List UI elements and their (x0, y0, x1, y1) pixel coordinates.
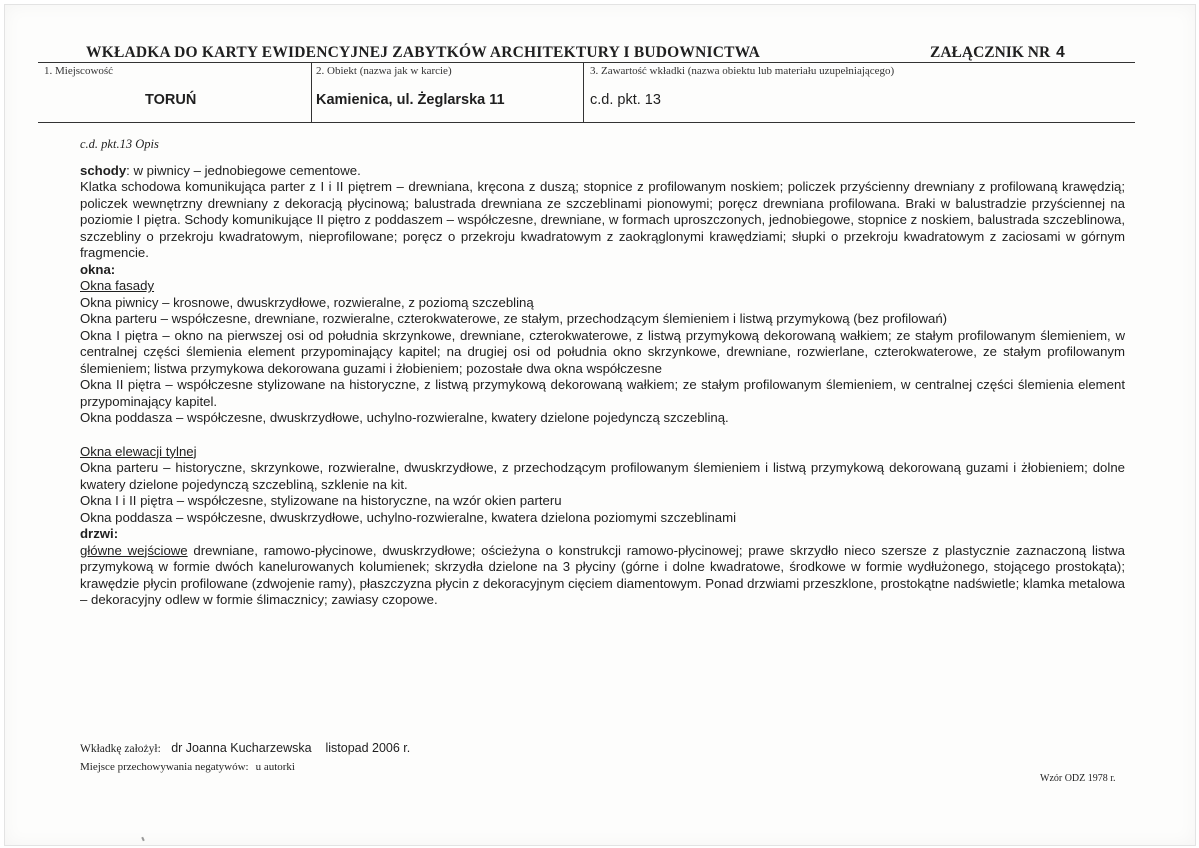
section-spacer (80, 427, 1125, 444)
attachment-label: ZAŁĄCZNIK NR (930, 44, 1051, 61)
field-object-value: Kamienica, ul. Żeglarska 11 (316, 92, 505, 108)
rear-window-line: Okna parteru – historyczne, skrzynkowe, rozwieralne, dwuskrzydłowe, z przechodzącym profilowanym ślemieniem i listwą przymykową dekorowaną guzami i żłobieniem; dolne kwatery dzielone pojedynczą szczebliną, szklenie na kit. (80, 460, 1125, 492)
attachment-number-value: 4 (1056, 44, 1065, 61)
prepared-date: listopad 2006 r. (325, 741, 411, 755)
facade-window-line: Okna piwnicy – krosnowe, dwuskrzydłowe, rozwieralne, z poziomą szczebliną (80, 294, 534, 310)
template-note: Wzór ODZ 1978 r. (1040, 773, 1116, 784)
stairs-first-line (80, 163, 1125, 180)
header-bottom-rule (38, 122, 1135, 123)
negatives-label: Miejsce przechowywania negatywów: (80, 761, 249, 773)
negatives-value: u autorki (255, 761, 295, 773)
header-divider-1 (311, 62, 312, 122)
field-content-label: 3. Zawartość wkładki (nazwa obiektu lub materiału uzupełniającego) (590, 65, 895, 77)
doors-paragraph (80, 543, 1125, 609)
stairs-first-text: : w piwnicy – jednobiegowe cementowe. (126, 162, 361, 178)
windows-heading: okna: (80, 261, 116, 277)
field-object-label: 2. Obiekt (nazwa jak w karcie) (316, 65, 452, 77)
prepared-by-row (80, 740, 410, 758)
attachment-number (930, 44, 1065, 62)
negatives-row (80, 758, 410, 776)
rear-windows-subheading: Okna elewacji tylnej (80, 443, 197, 459)
facade-window-line: Okna II piętra – współczesne stylizowane na historyczne, z listwą przymykową dekorowaną wałkiem; ze stałym profilowanym ślemieniem, w centralnej części ślemienia element przypominający kapitel. (80, 377, 1125, 409)
field-content-value: c.d. pkt. 13 (590, 92, 661, 108)
header-top-rule (38, 62, 1135, 63)
facade-window-line: Okna parteru – współczesne, drewniane, rozwieralne, czterokwaterowe, ze stałym, przechodzącym ślemieniem i listwą przymykową (bez profilowań) (80, 311, 948, 326)
main-door-text: drewniane, ramowo-płycinowe, dwuskrzydłowe; ościeżyna o konstrukcji ramowo-płycinowej; prawe skrzydło nieco szersze z plastycznie zaznaczoną listwa przymykową w formie dwóch kanelurowanych kolumienek; skrzydła dzielone na 3 płyciny (górne i dolne kwadratowe, środkowe w formie wydłużonego, stojącego prostokąta); krawędzie płycin profilowane (zdwojenie ramy), płaszczyzna płycin z dekoracyjnym cięciem diamentowym. Ponad drzwiami przeszklone, prostokątne nadświetle; klamka metalowa – dekoracyjny odlew w formie ślimacznicy; zawiasy czopowe. (80, 542, 1125, 607)
stairs-label: schody (80, 162, 127, 178)
main-door-label: główne wejściowe (80, 542, 188, 558)
rear-window-line: Okna I i II piętra – współczesne, stylizowane na historyczne, na wzór okien parteru (80, 493, 562, 508)
description-body (80, 136, 1125, 609)
field-place-label: 1. Miejscowość (44, 65, 114, 77)
facade-window-line: Okna poddasza – współczesne, dwuskrzydłowe, uchylno-rozwieralne, kwatery dzielone pojedynczą szczebliną. (80, 410, 729, 425)
prepared-by-name: dr Joanna Kucharzewska (171, 741, 312, 755)
facade-windows-subheading: Okna fasady (80, 278, 155, 293)
facade-window-line: Okna I piętra – okno na pierwszej osi od południa skrzynkowe, drewniane, czterokwaterowe, z listwą przymykową dekorowaną wałkiem; ze stałym profilowanym ślemieniem, w centralnej części ślemienia element przypominający kapitel; na drugiej osi od południa okno skrzynkowe, drewniane, rozwierlane, czterokwaterowe, ze stałym profilowanym ślemieniem; listwa przymykowa dekorowana guzami i żłobieniem; pozostałe dwa okna współczesne (80, 327, 1125, 376)
header-divider-2 (583, 62, 584, 122)
field-place-value: TORUŃ (145, 92, 197, 108)
prepared-by-label: Wkładkę założył: (80, 743, 161, 755)
rear-window-line: Okna poddasza – współczesne, dwuskrzydłowe, uchylno-rozwieralne, kwatera dzielona poziomymi szczeblinami (80, 509, 737, 525)
document-footer (80, 740, 410, 776)
form-title: WKŁADKA DO KARTY EWIDENCYJNEJ ZABYTKÓW ARCHITEKTURY I BUDOWNICTWA (86, 44, 761, 61)
description-intro: c.d. pkt.13 Opis (80, 137, 159, 151)
stairs-paragraph: Klatka schodowa komunikująca parter z I i II piętrem – drewniana, kręcona z duszą; stopnice z profilowanym noskiem; policzek przyścienny drewniany z profilowaną krawędzią; policzek wewnętrzny drewniany z dekoracją płycinową; balustrada drewniana ze szczeblinami pionowymi; poręcz drewniana profilowana. Braki w balustradzie przyściennej na poziomie I piętra. Schody komunikujące II piętro z poddaszem – współczesne, drewniane, w formach uproszczonych, jednobiegowe, stopnice z noskiem, balustrada szczeblinowa, szczebliny o przekroju kwadratowym, nieprofilowane; poręcz o przekroju kwadratowym z zaokrąglonymi krawędziami; słupki o przekroju kwadratowym z zaciosami w górnym fragmencie. (80, 179, 1125, 260)
doors-heading: drzwi: (80, 526, 119, 541)
